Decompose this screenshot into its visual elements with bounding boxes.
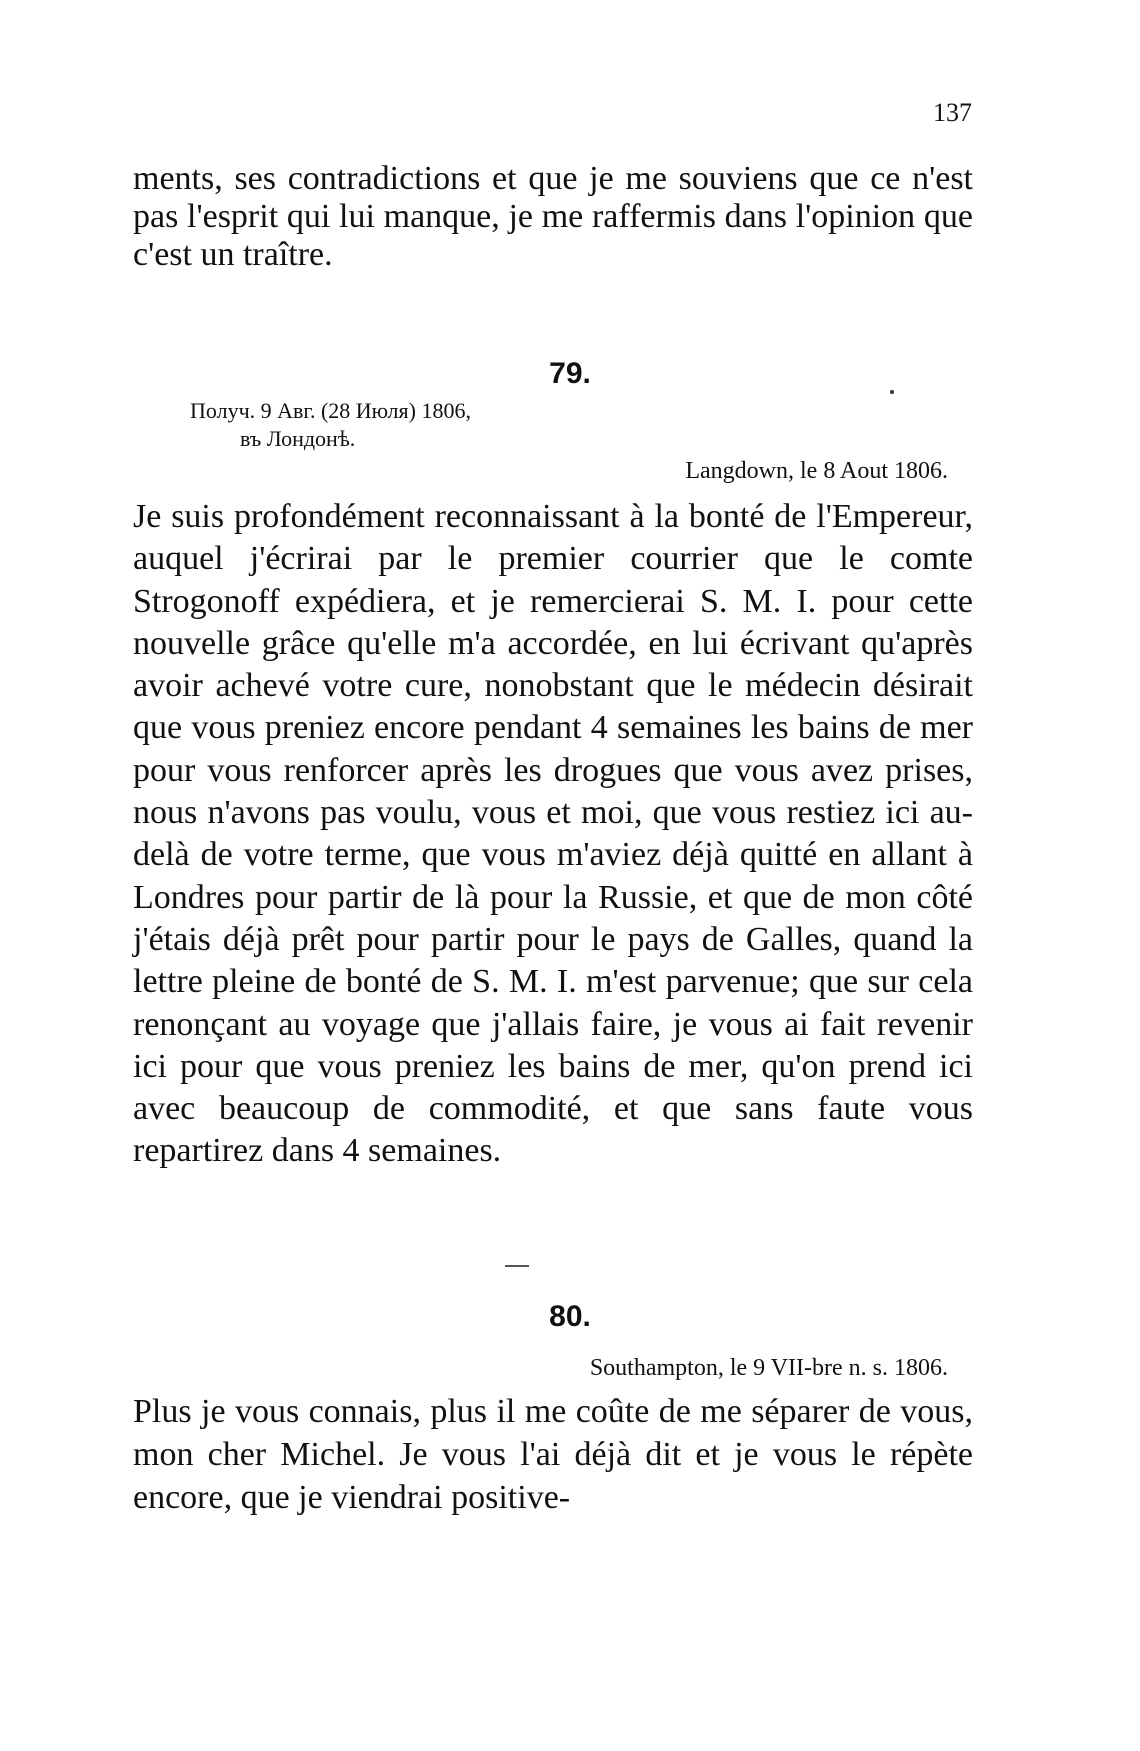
letter-number-80: 80. [549,1300,591,1333]
intro-paragraph: ments, ses contradictions et que je me souviens que ce n'est pas l'esprit qui lui manque, je me raffermis dans l'opinion que c'est un traître. [133,160,973,273]
print-speck [890,390,894,394]
letter-79-place-date: Langdown, le 8 Aout 1806. [685,458,948,484]
letter-number-79: 79. [549,357,591,390]
russian-receipt-note-line1: Получ. 9 Авг. (28 Июля) 1806, [190,398,471,423]
letter-79-body: Je suis profondément reconnaissant à la bonté de l'Empereur, auquel j'écrirai par le premier courrier que le comte Strogonoff expédiera, et je remercierai S. M. I. pour cette nouvelle grâce qu'elle m'a accordée, en lui écrivant qu'après avoir achevé votre cure, nonobstant que le médecin désirait que vous preniez encore pendant 4 semaines les bains de mer pour vous renforcer après les drogues que vous avez prises, nous n'avons pas voulu, vous et moi, que vous restiez ici au-delà de votre terme, que vous m'aviez déjà quitté en allant à Londres pour partir de là pour la Russie, et que de mon côté j'étais déjà prêt pour partir pour le pays de Galles, quand la lettre pleine de bonté de S. M. I. m'est parvenue; que sur cela renonçant au voyage que j'allais faire, je vous ai fait revenir ici pour que vous preniez les bains de mer, qu'on prend ici avec beaucoup de commodité, et que sans faute vous repartirez dans 4 semaines. [133,498,973,1170]
letter-80-body: Plus je vous connais, plus il me coûte de me séparer de vous, mon cher Michel. Je vous l'ai déjà dit et je vous le répète encore, que je viendrai positive- [133,1393,973,1516]
page-number: 137 [933,98,972,127]
letter-80-place-date: Southampton, le 9 VII-bre n. s. 1806. [589,1355,948,1381]
russian-receipt-note-line2: въ Лондонѣ. [240,426,356,451]
section-divider [505,1265,529,1267]
